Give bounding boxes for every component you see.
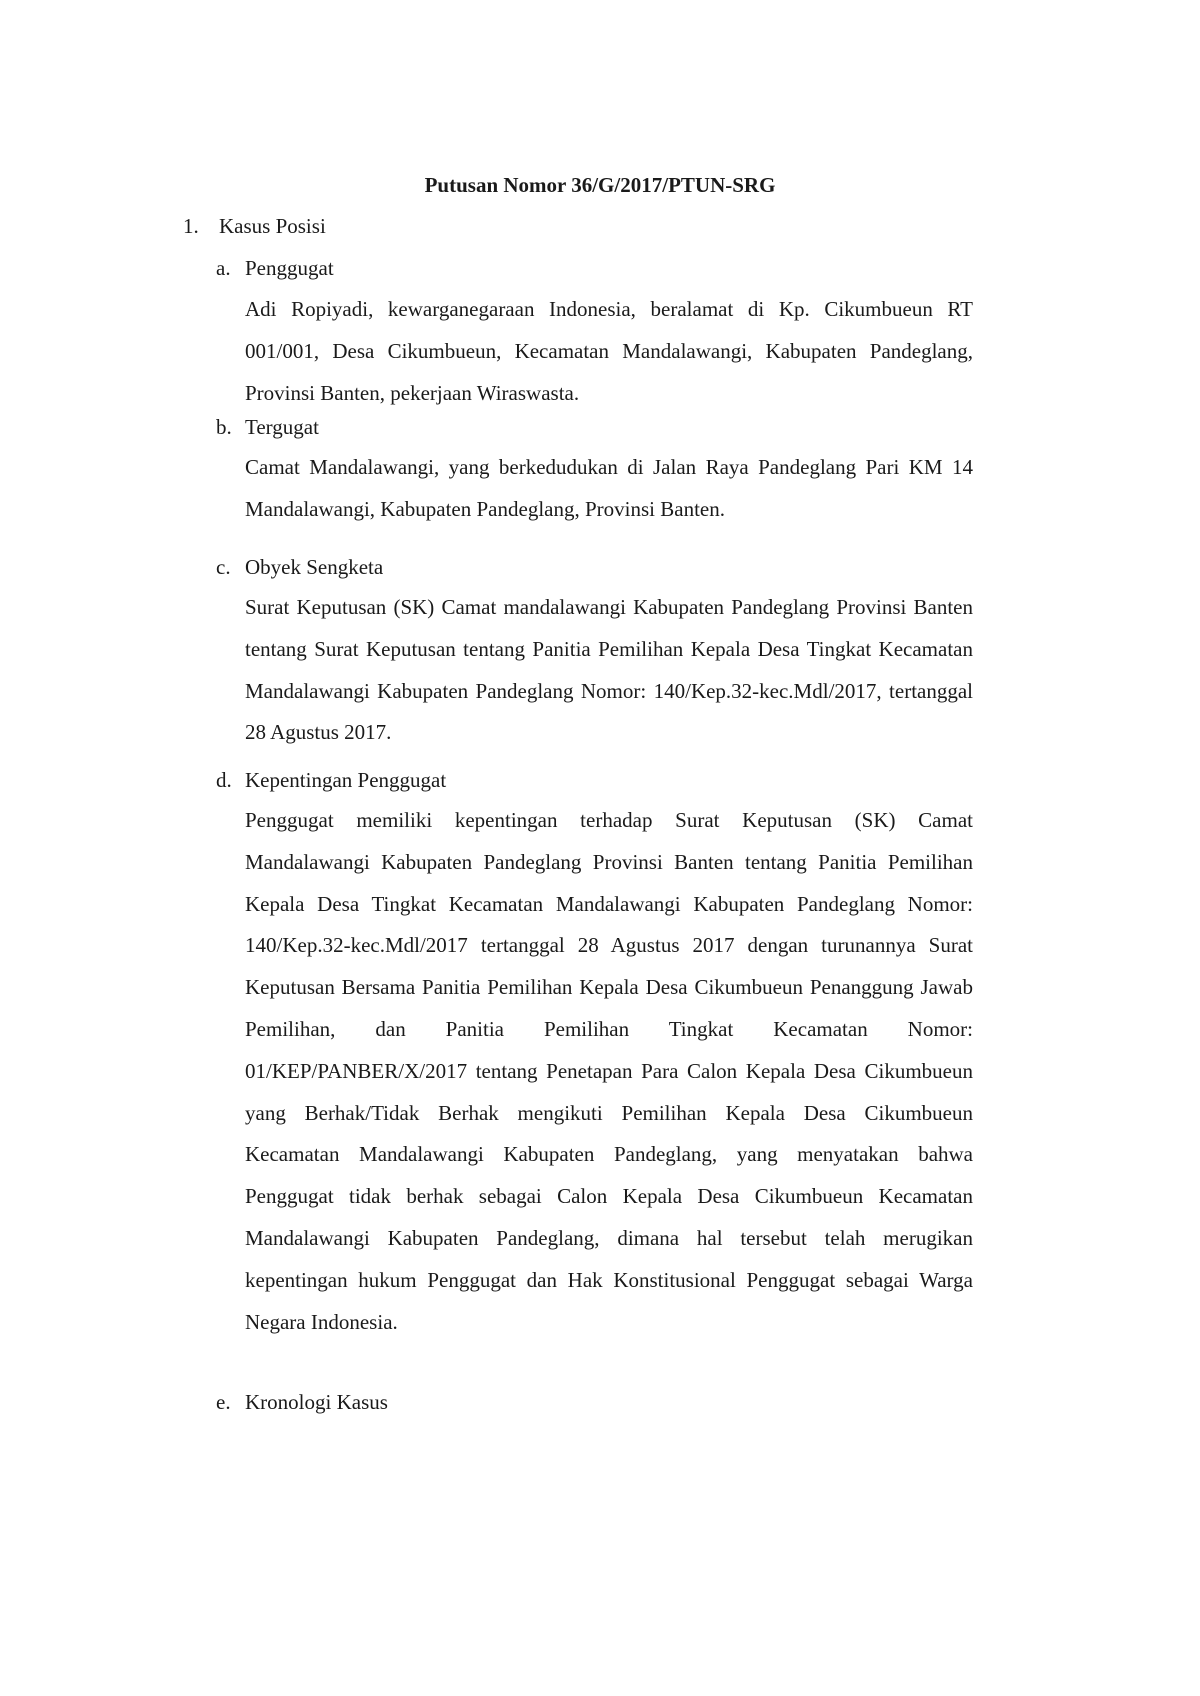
item-letter: a. — [216, 256, 231, 280]
item-heading: Obyek Sengketa — [245, 555, 384, 579]
item-heading: Kepentingan Penggugat — [245, 768, 447, 792]
item-text-tergugat: Camat Mandalawangi, yang berkedudukan di Jalan Raya Pandeglang Pari KM 14 Mandalawangi, Kabupaten Pandeglang, Provinsi Banten. — [245, 455, 973, 521]
item-text-kepentingan-penggugat: Penggugat memiliki kepentingan terhadap Surat Keputusan (SK) Camat Mandalawangi Kabupaten Pandeglang Provinsi Banten tentang Panitia Pemilihan Kepala Desa Tingkat Kecamatan Mandalawangi Kabupaten Pandeglang Nomor: 140/Kep.32-kec.Mdl/2017 tertanggal 28 Agustus 2017 dengan turunannya Surat Keputusan Bersama Panitia Pemilihan Kepala Desa Cikumbueun Penanggung Jawab Pemilihan, dan Panitia Pemilihan Tingkat Kecamatan Nomor: 01/KEP/PANBER/X/2017 tentang Penetapan Para Calon Kepala Desa Cikumbueun yang Berhak/Tidak Berhak mengikuti Pemilihan Kepala Desa Cikumbueun Kecamatan Mandalawangi Kabupaten Pandeglang, yang menyatakan bahwa Penggugat tidak berhak sebagai Calon Kepala Desa Cikumbueun Kecamatan Mandalawangi Kabupaten Pandeglang, dimana hal tersebut telah merugikan kepentingan hukum Penggugat dan Hak Konstitusional Penggugat sebagai Warga Negara Indonesia. — [245, 808, 973, 1334]
section-number: 1. — [183, 214, 199, 238]
item-letter: d. — [216, 768, 232, 792]
item-heading: Penggugat — [245, 256, 334, 280]
item-letter: c. — [216, 555, 231, 579]
item-heading: Kronologi Kasus — [245, 1390, 388, 1414]
item-text-penggugat: Adi Ropiyadi, kewarganegaraan Indonesia, beralamat di Kp. Cikumbueun RT 001/001, Desa Cikumbueun, Kecamatan Mandalawangi, Kabupaten Pandeglang, Provinsi Banten, pekerjaan Wiraswasta. — [245, 297, 973, 405]
item-text-obyek-sengketa: Surat Keputusan (SK) Camat mandalawangi Kabupaten Pandeglang Provinsi Banten tentang Surat Keputusan tentang Panitia Pemilihan Kepala Desa Tingkat Kecamatan Mandalawangi Kabupaten Pandeglang Nomor: 140/Kep.32-kec.Mdl/2017, tertanggal 28 Agustus 2017. — [245, 595, 973, 745]
section-label: Kasus Posisi — [219, 214, 326, 238]
item-heading: Tergugat — [245, 415, 319, 439]
document-title: Putusan Nomor 36/G/2017/PTUN-SRG — [424, 173, 776, 197]
item-letter: b. — [216, 415, 232, 439]
item-letter: e. — [216, 1390, 231, 1414]
